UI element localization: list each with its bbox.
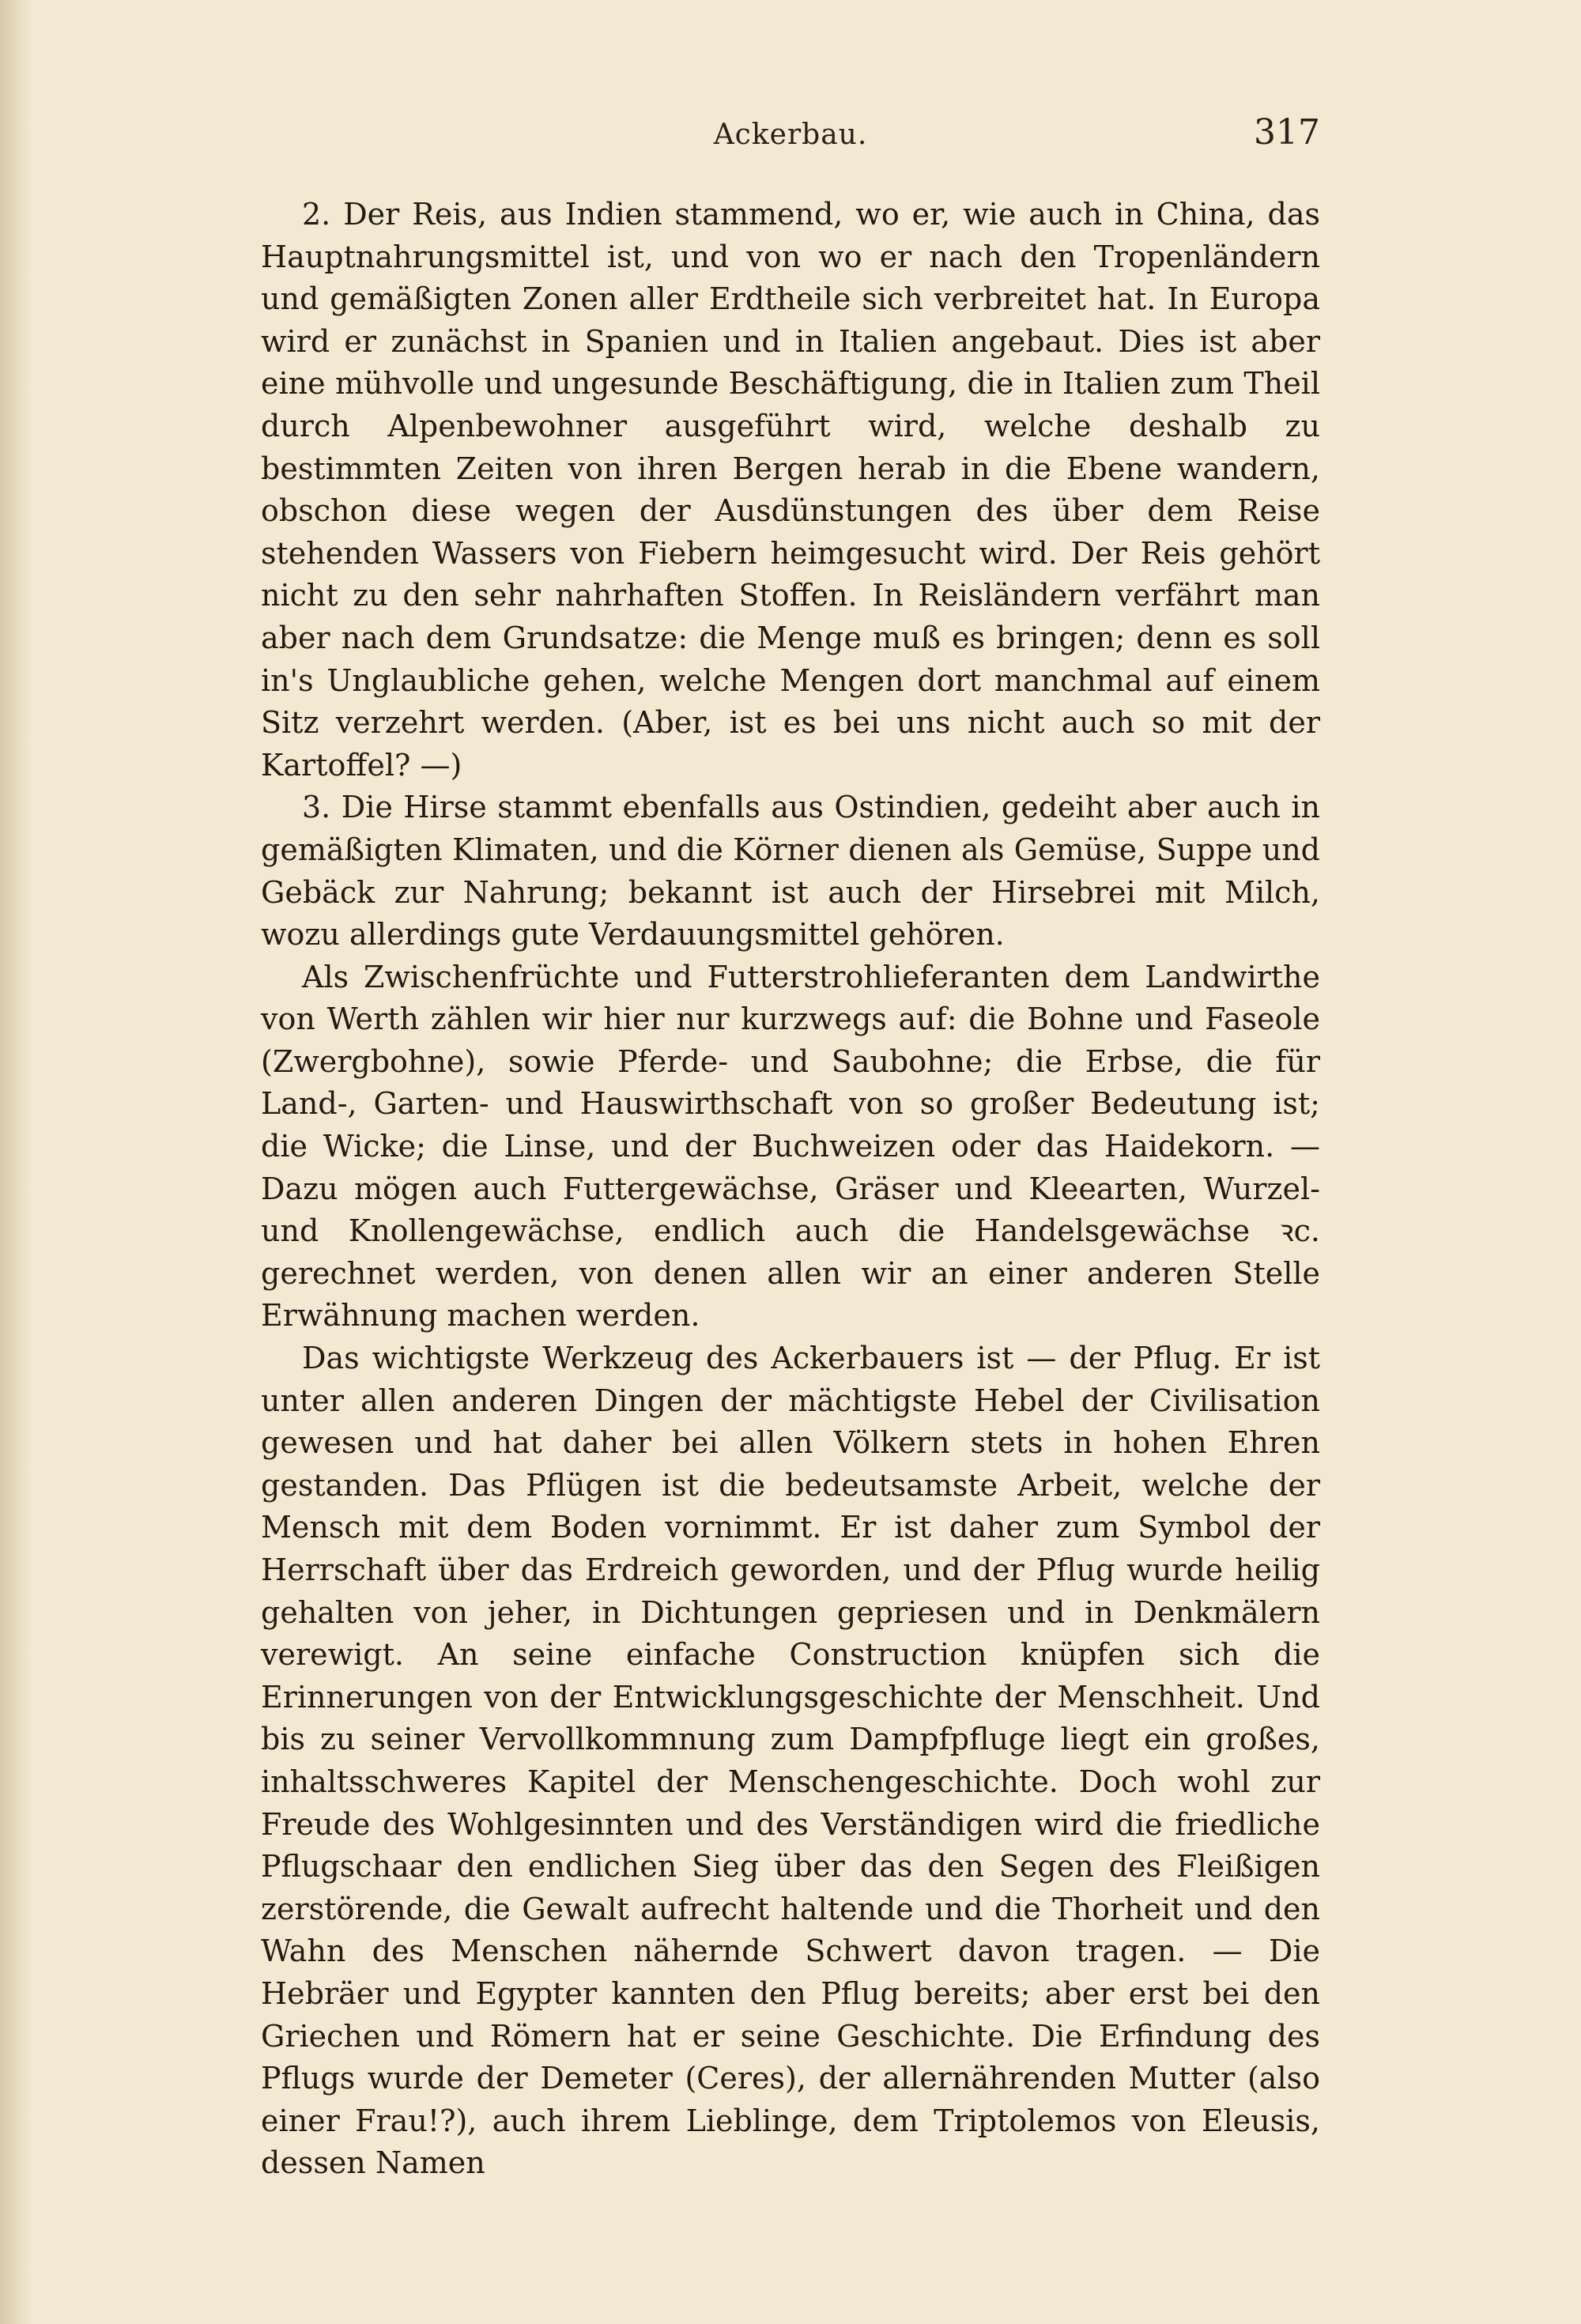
page-number: 317: [1254, 112, 1320, 153]
paragraph-millet: 3. Die Hirse stammt ebenfalls aus Ostindien, gedeiht aber auch in gemäßigten Klimaten, und die Körner dienen als Gemüse, Suppe und Gebäck zur Nahrung; bekannt ist auch der Hirsebrei mit Milch, wozu allerdings gute Verdauungsmittel gehören.: [261, 790, 1320, 953]
paragraph-plough: Das wichtigste Werkzeug des Ackerbauers ist — der Pflug. Er ist unter allen anderen Dingen der mächtigste Hebel der Civilisation gewesen und hat daher bei allen Völkern stets in hohen Ehren gestanden. Das Pflügen ist die bedeutsamste Arbeit, welche der Mensch mit dem Boden vornimmt. Er ist daher zum Symbol der Herrschaft über das Erdreich geworden, und der Pflug wurde heilig gehalten von jeher, in Dichtungen gepriesen und in Denkmälern verewigt. An seine einfache Construction knüpfen sich die Erinnerungen von der Entwicklungsgeschichte der Menschheit. Und bis zu seiner Vervollkommnung zum Dampfpfluge liegt ein großes, inhaltsschweres Kapitel der Menschengeschichte. Doch wohl zur Freude des Wohlgesinnten und des Verständigen wird die friedliche Pflugschaar den endlichen Sieg über das den Segen des Fleißigen zerstörende, die Gewalt aufrecht haltende und die Thorheit und den Wahn des Menschen nähernde Schwert davon tragen. — Die Hebräer und Egypter kannten den Pflug bereits; aber erst bei den Griechen und Römern hat er seine Geschichte. Die Erfindung des Pflugs wurde der Demeter (Ceres), der allernährenden Mutter (also einer Frau!?), auch ihrem Lieblinge, dem Triptolemos von Eleusis, dessen Namen: [261, 1341, 1320, 2181]
page-gutter-shadow: [0, 0, 32, 2324]
paragraph-rice: 2. Der Reis, aus Indien stammend, wo er, wie auch in China, das Hauptnahrungsmittel ist, und von wo er nach den Tropenländern und gemäßigten Zonen aller Erdtheile sich verbreitet hat. In Europa wird er zunächst in Spanien und in Italien angebaut. Dies ist aber eine mühvolle und ungesunde Beschäftigung, die in Italien zum Theil durch Alpenbewohner ausgeführt wird, welche deshalb zu bestimmten Zeiten von ihren Bergen herab in die Ebene wandern, obschon diese wegen der Ausdünstungen des über dem Reise stehenden Wassers von Fiebern heimgesucht wird. Der Reis gehört nicht zu den sehr nahrhaften Stoffen. In Reisländern verfährt man aber nach dem Grundsatze: die Menge muß es bringen; denn es soll in's Unglaubliche gehen, welche Mengen dort manchmal auf einem Sitz verzehrt werden. (Aber, ist es bei uns nicht auch so mit der Kartoffel? —): [261, 197, 1320, 783]
body-text: [261, 194, 1320, 2185]
running-head: Ackerbau.: [713, 119, 868, 151]
paragraph-intermediate-crops: Als Zwischenfrüchte und Futterstrohlieferanten dem Landwirthe von Werth zählen wir hier nur kurzwegs auf: die Bohne und Faseole (Zwergbohne), sowie Pferde- und Saubohne; die Erbse, die für Land-, Garten- und Hauswirthschaft von so großer Bedeutung ist; die Wicke; die Linse, und der Buchweizen oder das Haidekorn. — Dazu mögen auch Futtergewächse, Gräser und Kleearten, Wurzel- und Knollengewächse, endlich auch die Handelsgewächse ꝛc. gerechnet werden, von denen allen wir an einer anderen Stelle Erwähnung machen werden.: [261, 959, 1320, 1334]
page-header: [261, 112, 1320, 166]
